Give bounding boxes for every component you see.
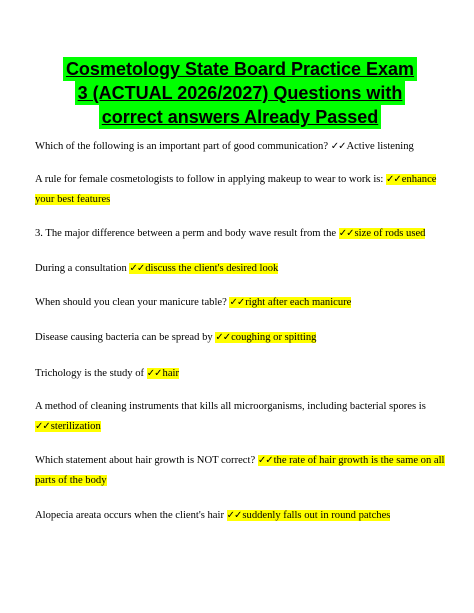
question-item	[35, 506, 447, 526]
question-text: When should you clean your manicure table?	[35, 297, 227, 308]
document-title	[56, 57, 424, 129]
question-item	[35, 259, 447, 279]
question-item	[35, 397, 447, 437]
question-text: 3. The major difference between a perm and body wave result from the	[35, 228, 337, 239]
question-text: Disease causing bacteria can be spread by	[35, 332, 213, 343]
answer-text: discuss the client's desired look	[145, 263, 279, 274]
question-text: Which statement about hair growth is NOT correct?	[35, 455, 256, 466]
answer-text-continued: your best features	[35, 194, 111, 205]
check-mark-icon: ✓✓	[257, 455, 273, 466]
answer-text: sterilization	[50, 421, 101, 432]
title-line-3: correct answers Already Passed	[99, 105, 382, 129]
check-mark-icon: ✓✓	[226, 510, 242, 521]
answer-text: size of rods used	[354, 228, 426, 239]
question-item	[35, 137, 447, 157]
question-text: During a consultation	[35, 263, 127, 274]
check-mark-icon: ✓✓	[146, 368, 162, 379]
question-text: A rule for female cosmetologists to follow in applying makeup to wear to work is:	[35, 174, 384, 185]
check-mark-icon: ✓✓	[386, 174, 401, 185]
answer-text: suddenly falls out in round patches	[242, 510, 391, 521]
answer-text: coughing or spitting	[231, 332, 317, 343]
answer-text: hair	[162, 368, 179, 379]
check-mark-icon: ✓✓	[229, 297, 245, 308]
answer-text: enhance	[401, 174, 437, 185]
answer-text: the rate of hair growth is the same on all	[273, 455, 445, 466]
question-text: Trichology is the study of	[35, 368, 145, 379]
question-item	[35, 170, 447, 210]
answer-text-continued: parts of the body	[35, 475, 107, 486]
check-mark-icon: ✓✓	[215, 332, 231, 343]
check-mark-icon: ✓✓	[338, 228, 354, 239]
question-text: Alopecia areata occurs when the client's hair	[35, 510, 224, 521]
answer-text: Active listening	[346, 141, 414, 152]
question-item	[35, 293, 447, 313]
question-item	[35, 451, 447, 491]
check-mark-icon: ✓✓	[330, 141, 346, 152]
title-line-2: 3 (ACTUAL 2026/2027) Questions with	[75, 81, 406, 105]
question-text: A method of cleaning instruments that kills all microorganisms, including bacterial spores is	[35, 401, 426, 412]
title-line-1: Cosmetology State Board Practice Exam	[63, 57, 417, 81]
check-mark-icon: ✓✓	[35, 421, 50, 432]
question-item	[35, 364, 447, 384]
check-mark-icon: ✓✓	[129, 263, 145, 274]
question-text: Which of the following is an important part of good communication?	[35, 141, 329, 152]
question-item	[35, 224, 447, 244]
answer-text: right after each manicure	[245, 297, 352, 308]
question-item	[35, 328, 447, 348]
